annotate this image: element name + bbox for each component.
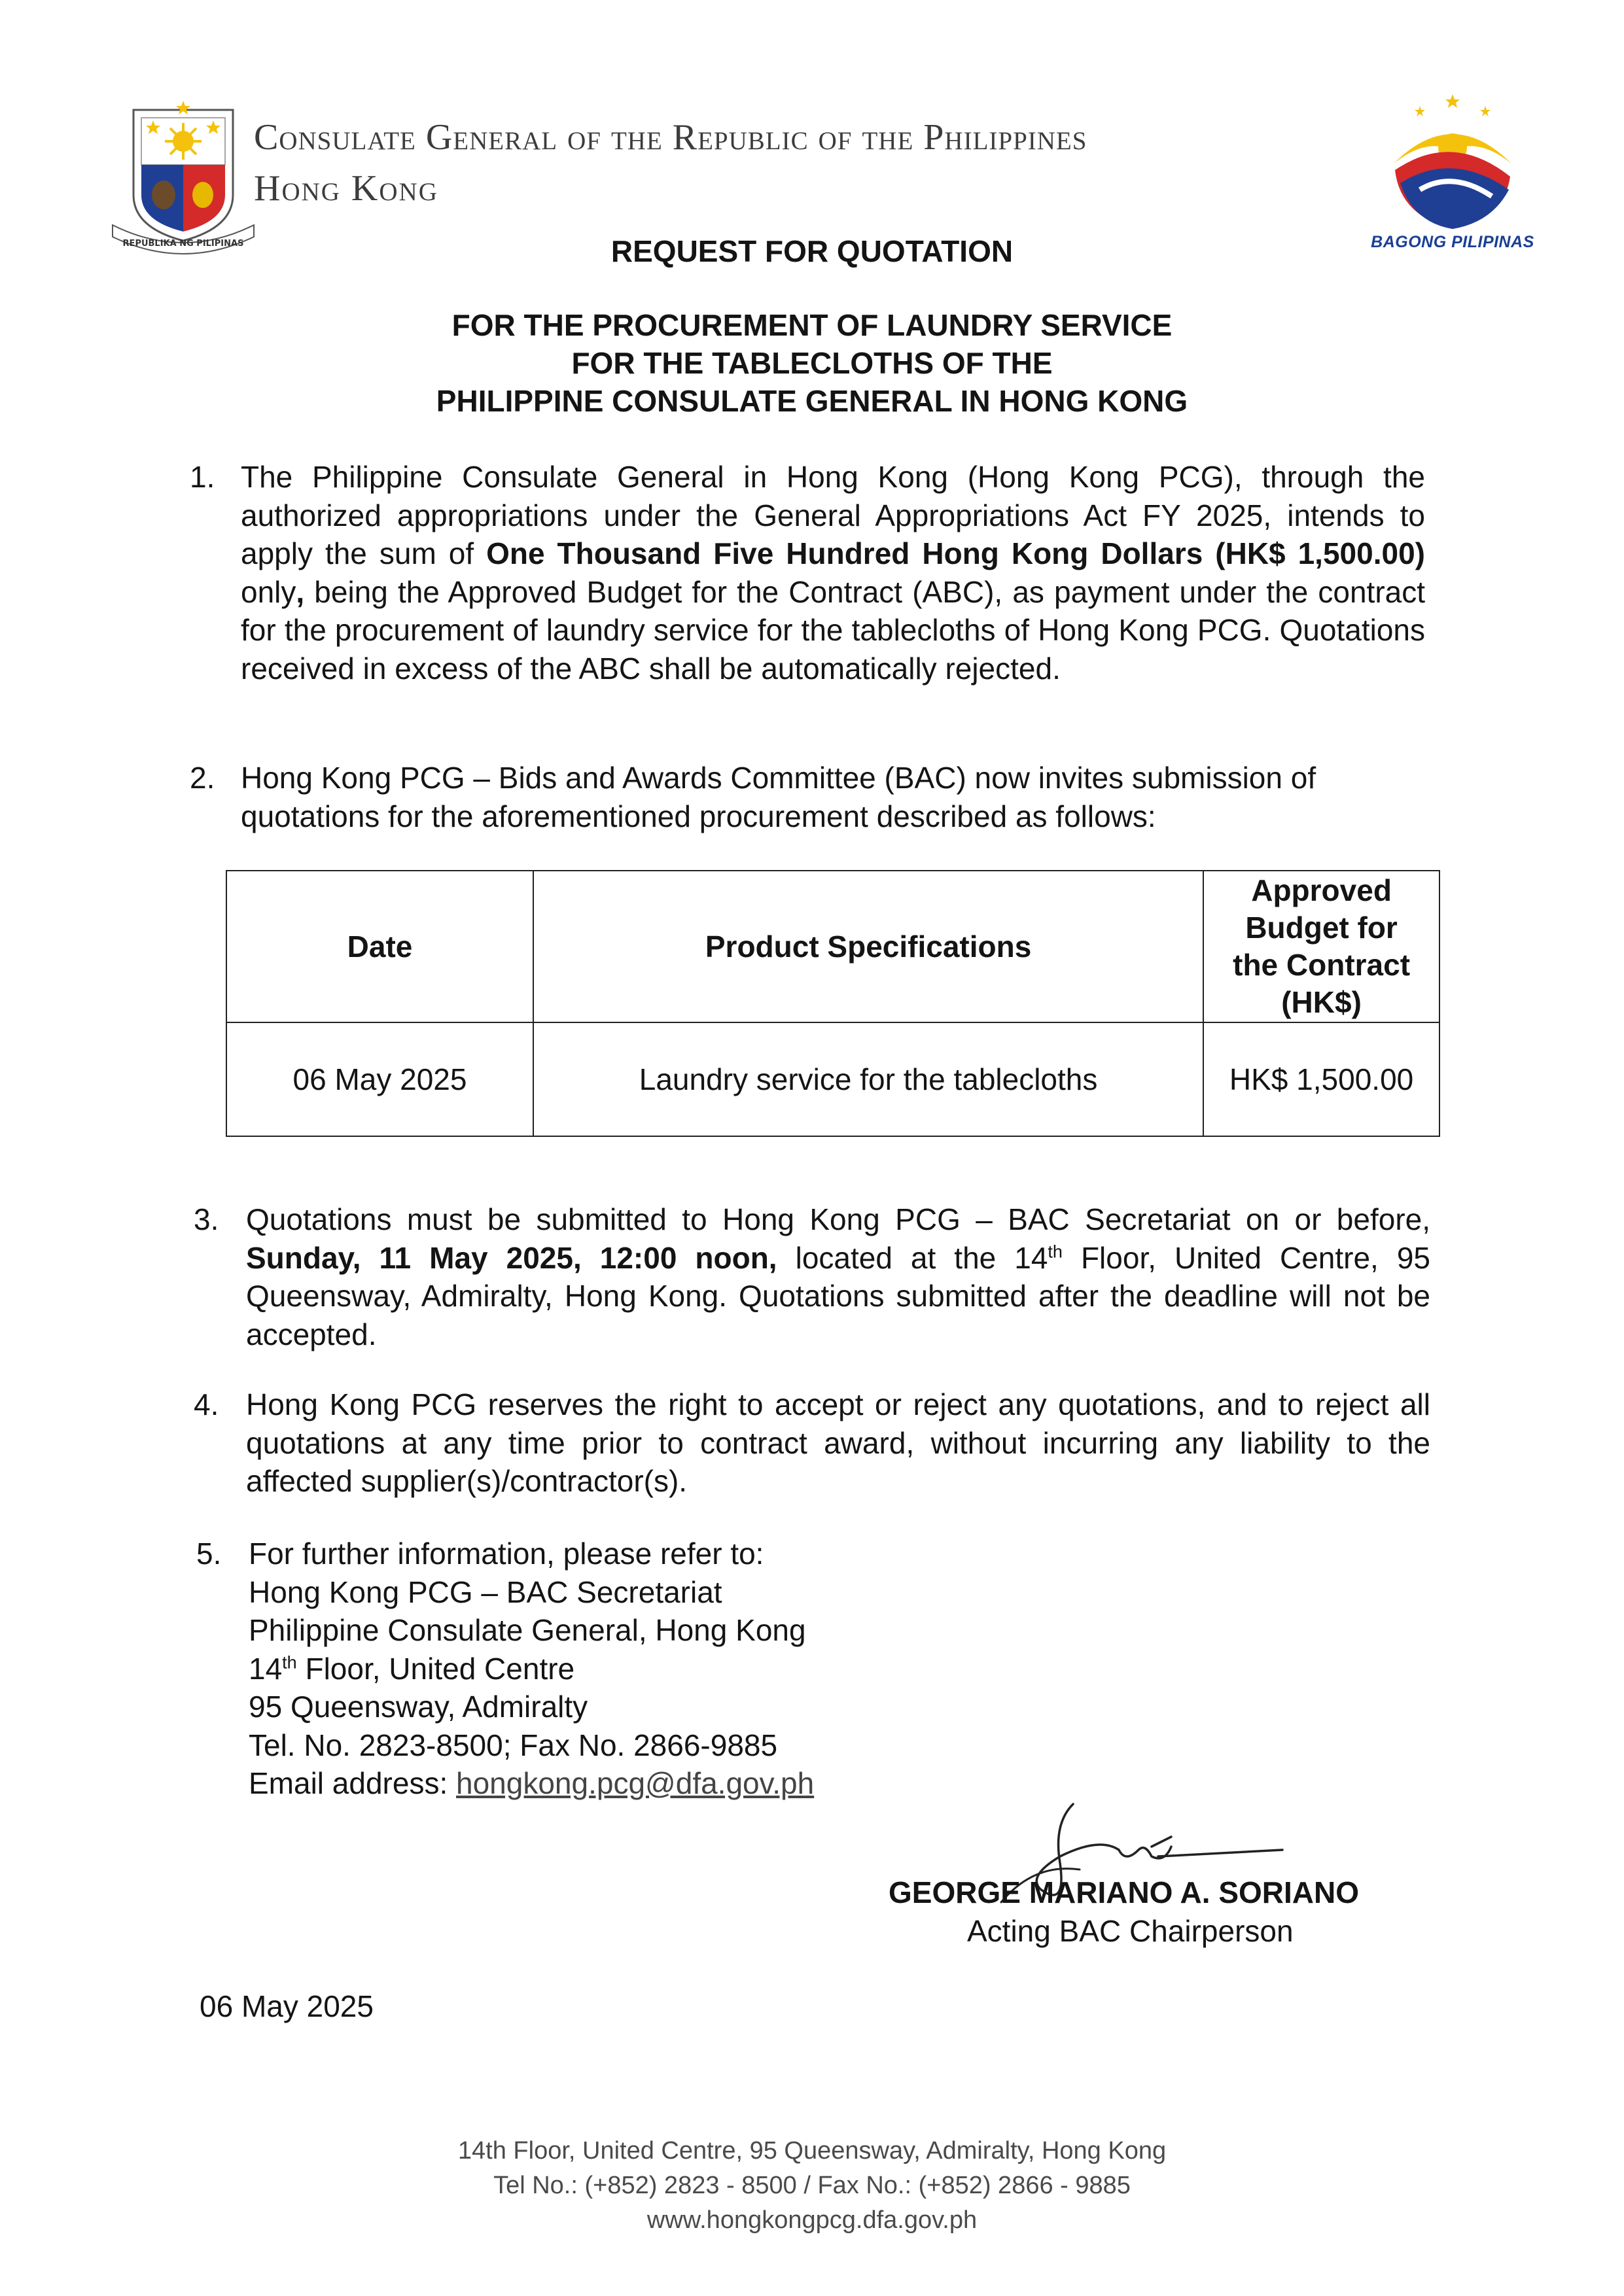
header-abc-line: Approved [1251, 873, 1392, 907]
contact-line [249, 1650, 1034, 1688]
header-abc [1203, 871, 1439, 1022]
org-name-line1-text: Consulate General of the Republic of the Philippines [254, 117, 1087, 158]
contact-line: 95 Queensway, Admiralty [249, 1690, 588, 1724]
contact-floor-text: Floor, United Centre [296, 1651, 575, 1686]
paragraph-2: Hong Kong PCG – Bids and Awards Committee (BAC) now invites submission of quotations for the aforementioned procurement described as follows: [241, 761, 1316, 833]
procurement-table [226, 870, 1440, 1137]
signatory-name: GEORGE MARIANO A. SORIANO [889, 1875, 1359, 1909]
paragraph-text: The Philippine Consulate General in Hong Kong (Hong Kong PCG), through the authorized appropriations under the General Appropriations Act FY 2025, intends to apply the sum of [241, 460, 1425, 570]
paragraph-text: Quotations must be submitted to Hong Kong PCG – BAC Secretariat on or before, [246, 1202, 1430, 1236]
document-title: REQUEST FOR QUOTATION [610, 234, 1014, 268]
cell-spec: Laundry service for the tablecloths [533, 1022, 1203, 1136]
issue-date: 06 May 2025 [200, 1989, 374, 2023]
contact-line: Hong Kong PCG – BAC Secretariat [249, 1574, 722, 1609]
paragraph-3 [246, 1200, 1430, 1353]
bagong-pilipinas-logo-icon [1381, 92, 1525, 235]
deadline-text: Sunday, 11 May 2025, 12:00 noon, [246, 1240, 777, 1275]
paragraph-1 [241, 458, 1425, 687]
contact-email-line [249, 1764, 1034, 1803]
budget-amount-text: One Thousand Five Hundred Hong Kong Dollars (HK$ 1,500.00) [486, 536, 1425, 570]
footer-website[interactable]: www.hongkongpcg.dfa.gov.ph [646, 2206, 978, 2234]
footer-address: 14th Floor, United Centre, 95 Queensway, Admiralty, Hong Kong [457, 2137, 1167, 2165]
bagong-pilipinas-label: BAGONG PILIPINAS [1371, 233, 1534, 251]
paragraph-text: located at the 14 [777, 1240, 1048, 1275]
email-link[interactable]: hongkong.pcg@dfa.gov.ph [456, 1766, 815, 1800]
email-label: Email address: [249, 1766, 457, 1800]
subtitle-line: FOR THE PROCUREMENT OF LAUNDRY SERVICE [451, 308, 1173, 342]
cell-abc: HK$ 1,500.00 [1203, 1022, 1439, 1136]
header-abc-line: Budget for [1245, 911, 1398, 945]
subtitle-line: FOR THE TABLECLOTHS OF THE [571, 346, 1053, 380]
paragraph-text: only [241, 574, 296, 609]
contact-line: Philippine Consulate General, Hong Kong [249, 1613, 806, 1647]
paragraph-text: , [296, 574, 305, 609]
table-row [226, 1022, 1439, 1136]
contact-floor-number: 14 [249, 1651, 283, 1686]
page-footer [0, 2134, 1624, 2238]
paragraph-number: 5. [196, 1537, 222, 1571]
paragraph-number: 1. [190, 460, 215, 494]
header-abc-line: the Contract [1233, 948, 1411, 982]
org-name-line1 [254, 116, 1087, 158]
paragraph-number: 3. [194, 1202, 219, 1236]
ordinal-suffix: th [1048, 1242, 1063, 1262]
paragraph-number: 2. [190, 761, 215, 795]
paragraph-5-contact [249, 1535, 1034, 1803]
paragraph-text: being the Approved Budget for the Contract (ABC), as payment under the contract for the procurement of laundry service for the tablecloths of Hong Kong PCG. Quotations received in excess of the ABC shall be automatically rejected. [241, 574, 1425, 686]
signatory-title: Acting BAC Chairperson [967, 1914, 1294, 1948]
document-subtitle [0, 306, 1624, 420]
cell-date: 06 May 2025 [226, 1022, 533, 1136]
table-header-row [226, 871, 1439, 1022]
header-spec: Product Specifications [533, 871, 1203, 1022]
contact-line: Tel. No. 2823-8500; Fax No. 2866-9885 [249, 1728, 778, 1762]
paragraph-text: Floor, United Centre, 95 Queensway, Admiralty, Hong Kong. Quotations submitted after the deadline will not be accepted. [246, 1240, 1430, 1351]
footer-phone: Tel No.: (+852) 2823 - 8500 / Fax No.: (+852) 2866 - 9885 [493, 2172, 1131, 2199]
org-name-line2 [254, 167, 438, 209]
header-date: Date [226, 871, 533, 1022]
seal-scroll-text: REPUBLIKA NG PILIPINAS [122, 239, 244, 249]
ordinal-suffix: th [282, 1652, 297, 1673]
paragraph-4: Hong Kong PCG reserves the right to accept or reject any quotations, and to reject all quotations at any time prior to contract award, without incurring any liability to the affected supplier(s)/contractor(s). [246, 1387, 1430, 1498]
header-abc-line: (HK$) [1281, 985, 1362, 1019]
subtitle-line: PHILIPPINE CONSULATE GENERAL IN HONG KONG [436, 384, 1188, 418]
org-name-line2-text: Hong Kong [254, 168, 438, 209]
paragraph-number: 4. [194, 1387, 219, 1421]
contact-intro: For further information, please refer to: [249, 1537, 764, 1571]
